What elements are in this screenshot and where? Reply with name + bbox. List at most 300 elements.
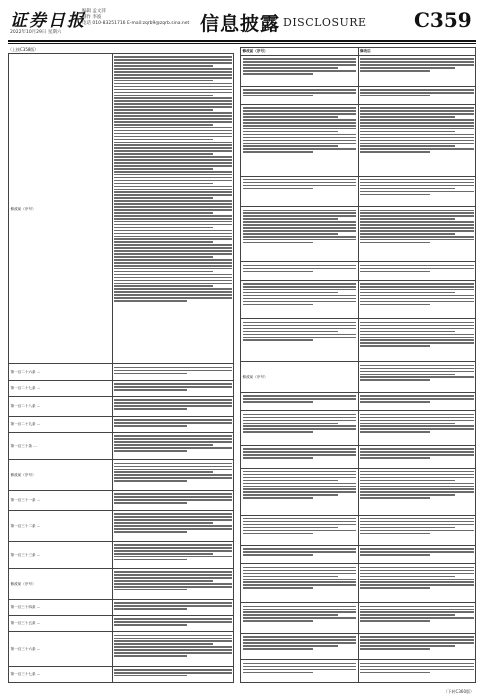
text-line	[114, 191, 232, 193]
text-line	[114, 586, 232, 588]
text-line	[114, 624, 187, 626]
text-line	[360, 236, 474, 238]
text-line	[114, 556, 232, 558]
article-label: 第一百二十九条 …	[9, 416, 113, 432]
text-line	[243, 92, 357, 94]
text-line	[114, 230, 232, 232]
text-line	[360, 191, 474, 193]
text-line	[114, 197, 213, 199]
text-line	[114, 203, 232, 205]
article-text	[112, 632, 234, 666]
masthead	[0, 0, 484, 44]
text-line	[360, 58, 474, 60]
text-line	[114, 528, 232, 530]
after-text	[358, 468, 476, 515]
text-block	[360, 471, 474, 499]
text-line	[360, 67, 455, 69]
before-text	[241, 546, 359, 564]
text-line	[243, 488, 357, 490]
text-line	[360, 292, 455, 294]
text-line	[114, 100, 232, 102]
text-line	[243, 527, 338, 529]
text-line	[360, 521, 474, 523]
text-line	[243, 58, 357, 60]
after-text	[358, 319, 476, 362]
text-line	[360, 110, 474, 112]
text-line	[243, 107, 357, 109]
text-line	[243, 339, 313, 341]
text-line	[114, 183, 213, 185]
text-line	[114, 244, 232, 246]
text-line	[114, 297, 232, 299]
text-line	[114, 159, 232, 161]
text-line	[243, 301, 357, 303]
text-line	[114, 589, 187, 591]
text-block	[243, 283, 357, 305]
text-line	[360, 239, 474, 241]
text-block	[360, 663, 474, 673]
contact-line: 电话 010-83251716 E-mail:zqrb9@zqrb.sina.net	[82, 21, 190, 26]
text-line	[360, 587, 430, 589]
text-block	[114, 383, 232, 390]
text-line	[360, 151, 430, 153]
table-row	[241, 56, 476, 87]
article-text	[112, 568, 234, 599]
text-line	[243, 227, 357, 229]
text-line	[114, 474, 232, 476]
text-line	[360, 215, 474, 217]
text-line	[360, 639, 474, 641]
text-line	[243, 521, 357, 523]
text-line	[360, 61, 474, 63]
after-text	[358, 262, 476, 280]
text-line	[114, 227, 213, 229]
text-line	[360, 617, 474, 619]
article-label: 第一百二十八条 …	[9, 396, 113, 416]
text-line	[243, 95, 313, 97]
text-line	[114, 425, 187, 427]
text-block	[360, 283, 474, 305]
right-column	[240, 47, 476, 683]
table-row	[241, 86, 476, 104]
before-text	[241, 104, 359, 176]
text-line	[114, 136, 232, 138]
text-line	[243, 210, 357, 212]
text-line	[114, 224, 232, 226]
after-text	[358, 207, 476, 262]
text-line	[114, 262, 232, 264]
text-line	[114, 177, 232, 179]
table-row	[241, 633, 476, 660]
text-line	[114, 450, 187, 452]
text-line	[114, 577, 232, 579]
producer-line: 制作 李波	[82, 15, 102, 20]
text-line	[114, 499, 232, 501]
text-line	[360, 448, 474, 450]
table-row	[9, 54, 234, 364]
text-line	[243, 570, 357, 572]
text-line	[114, 71, 232, 73]
article-label: 第一百三十七条 …	[9, 666, 113, 682]
text-line	[360, 233, 455, 235]
table-row	[241, 564, 476, 603]
text-line	[243, 224, 357, 226]
header-before: 修改前（序号）	[241, 48, 359, 56]
after-text	[358, 362, 476, 393]
table-row	[241, 468, 476, 515]
continuation-header: （上接C358版）	[8, 47, 39, 52]
text-line	[360, 339, 474, 341]
text-block	[243, 322, 357, 341]
text-line	[360, 457, 430, 459]
after-text	[358, 515, 476, 546]
text-line	[114, 162, 232, 164]
text-line	[243, 554, 313, 556]
text-line	[114, 250, 232, 252]
text-line	[243, 89, 357, 91]
text-block	[360, 58, 474, 71]
text-line	[114, 153, 213, 155]
text-line	[114, 139, 213, 141]
text-line	[243, 148, 357, 150]
text-line	[360, 334, 474, 336]
table-row	[9, 632, 234, 666]
text-line	[360, 70, 430, 72]
editor-credits	[82, 9, 189, 27]
text-line	[114, 247, 232, 249]
amendment-table-left	[8, 53, 234, 683]
text-line	[360, 551, 474, 553]
text-line	[360, 122, 474, 124]
text-line	[243, 611, 357, 613]
text-line	[243, 61, 357, 63]
table-row	[9, 568, 234, 599]
article-text	[112, 541, 234, 568]
text-block	[114, 669, 232, 676]
text-line	[114, 444, 213, 446]
text-line	[114, 408, 187, 410]
text-block	[360, 179, 474, 195]
text-block	[243, 567, 357, 589]
text-line	[114, 477, 232, 479]
text-line	[243, 617, 357, 619]
text-line	[360, 518, 474, 520]
article-label: 第一百三十五条 …	[9, 615, 113, 631]
text-line	[114, 109, 213, 111]
text-line	[360, 137, 474, 139]
text-line	[114, 399, 232, 401]
text-line	[114, 256, 213, 258]
text-line	[243, 483, 357, 485]
text-block	[114, 618, 232, 625]
text-line	[114, 186, 232, 188]
text-line	[360, 218, 455, 220]
text-block	[114, 493, 232, 503]
text-line	[114, 171, 232, 173]
text-line	[243, 642, 357, 644]
text-line	[114, 189, 232, 191]
text-line	[360, 454, 474, 456]
text-block	[114, 56, 232, 301]
text-line	[243, 423, 338, 425]
text-line	[360, 474, 474, 476]
text-line	[360, 527, 455, 529]
text-line	[243, 573, 357, 575]
text-line	[360, 620, 430, 622]
text-line	[243, 113, 357, 115]
before-text	[241, 176, 359, 207]
text-line	[243, 395, 357, 397]
page-number: C359	[414, 8, 472, 32]
text-line	[243, 581, 357, 583]
text-line	[243, 140, 357, 142]
text-line	[114, 144, 232, 146]
text-line	[114, 300, 187, 302]
table-row	[9, 380, 234, 396]
text-line	[243, 322, 357, 324]
text-line	[114, 92, 232, 94]
text-line	[360, 210, 474, 212]
article-text	[112, 364, 234, 380]
text-line	[243, 67, 338, 69]
text-line	[114, 112, 232, 114]
after-text	[358, 56, 476, 87]
text-line	[114, 389, 187, 391]
text-line	[243, 286, 357, 288]
text-line	[243, 110, 357, 112]
text-block	[243, 448, 357, 458]
text-line	[114, 544, 232, 546]
text-line	[114, 447, 232, 449]
text-line	[243, 334, 357, 336]
text-line	[114, 65, 213, 67]
text-line	[360, 283, 474, 285]
text-line	[114, 291, 232, 293]
text-line	[243, 242, 313, 244]
text-line	[360, 614, 455, 616]
text-line	[114, 580, 213, 582]
text-line	[243, 125, 357, 127]
text-line	[360, 374, 455, 376]
text-line	[243, 325, 357, 327]
article-text	[112, 460, 234, 491]
text-line	[243, 666, 357, 668]
text-line	[243, 524, 357, 526]
text-line	[360, 669, 474, 671]
text-line	[114, 652, 232, 654]
amendment-table-right	[240, 47, 476, 683]
left-column	[8, 47, 234, 683]
text-line	[114, 522, 213, 524]
text-line	[114, 422, 232, 424]
text-line	[114, 643, 213, 645]
text-line	[114, 174, 232, 176]
text-line	[243, 620, 313, 622]
text-line	[243, 182, 357, 184]
article-label: 第一百三十一条 …	[9, 491, 113, 511]
table-row	[9, 433, 234, 460]
text-block	[114, 513, 232, 532]
text-line	[114, 253, 232, 255]
text-line	[114, 56, 232, 58]
before-text	[241, 86, 359, 104]
table-row	[9, 666, 234, 682]
text-line	[360, 379, 430, 381]
after-text	[358, 393, 476, 411]
table-row	[241, 104, 476, 176]
text-line	[243, 188, 313, 190]
text-line	[243, 218, 338, 220]
text-line	[243, 239, 357, 241]
text-line	[243, 428, 357, 430]
text-line	[243, 151, 313, 153]
text-line	[114, 547, 232, 549]
table-row	[9, 541, 234, 568]
text-line	[360, 477, 474, 479]
text-line	[243, 116, 338, 118]
text-line	[114, 80, 213, 82]
text-line	[360, 581, 474, 583]
text-line	[360, 579, 474, 581]
text-line	[243, 283, 357, 285]
text-block	[243, 89, 357, 96]
after-text	[358, 564, 476, 603]
text-line	[360, 289, 474, 291]
table-row	[9, 416, 234, 432]
text-line	[243, 471, 357, 473]
text-line	[114, 86, 232, 88]
text-line	[360, 89, 474, 91]
article-label: 第一百三十条 …	[9, 433, 113, 460]
text-line	[243, 73, 313, 75]
text-line	[114, 280, 232, 282]
article-label: 第一百三十四条 …	[9, 599, 113, 615]
text-line	[243, 143, 357, 145]
text-block	[114, 544, 232, 560]
text-line	[360, 119, 474, 121]
text-line	[243, 548, 357, 550]
text-line	[243, 457, 313, 459]
text-line	[360, 212, 474, 214]
article-text	[112, 380, 234, 396]
text-line	[114, 469, 232, 471]
text-line	[360, 221, 474, 223]
text-line	[114, 206, 232, 208]
text-line	[360, 414, 474, 416]
text-line	[114, 127, 232, 129]
text-line	[360, 417, 474, 419]
text-line	[114, 602, 232, 604]
text-line	[114, 121, 232, 123]
text-block	[114, 463, 232, 482]
text-line	[360, 395, 474, 397]
text-line	[360, 570, 474, 572]
article-label: 修改前（序号）	[9, 568, 113, 599]
text-line	[114, 466, 232, 468]
text-line	[360, 401, 430, 403]
text-line	[243, 486, 357, 488]
text-line	[114, 496, 232, 498]
text-line	[360, 567, 474, 569]
text-line	[360, 611, 474, 613]
text-line	[243, 669, 357, 671]
text-block	[243, 414, 357, 433]
text-line	[114, 402, 232, 404]
text-line	[243, 233, 338, 235]
text-line	[114, 438, 232, 440]
text-line	[360, 345, 430, 347]
text-line	[360, 107, 474, 109]
text-line	[114, 605, 232, 607]
text-line	[114, 553, 213, 555]
text-line	[243, 398, 357, 400]
text-line	[243, 425, 357, 427]
text-line	[114, 68, 232, 70]
article-label: 第一百三十六条 …	[9, 632, 113, 666]
text-line	[243, 128, 357, 130]
text-block	[114, 419, 232, 426]
text-line	[360, 304, 430, 306]
text-line	[114, 370, 232, 372]
text-line	[360, 573, 474, 575]
text-line	[360, 494, 455, 496]
text-line	[243, 584, 357, 586]
text-line	[114, 288, 232, 290]
text-line	[114, 367, 232, 369]
text-line	[360, 131, 455, 133]
before-text	[241, 207, 359, 262]
text-line	[114, 471, 213, 473]
text-line	[360, 128, 474, 130]
text-line	[114, 209, 232, 211]
text-line	[243, 530, 357, 532]
text-line	[243, 265, 357, 267]
text-line	[360, 491, 474, 493]
text-line	[114, 531, 187, 533]
text-block	[243, 58, 357, 74]
text-line	[114, 386, 232, 388]
text-line	[114, 618, 232, 620]
table-row	[241, 362, 476, 393]
table-row	[9, 599, 234, 615]
text-line	[243, 420, 357, 422]
text-line	[114, 97, 232, 99]
text-line	[360, 242, 430, 244]
table-header-row	[241, 48, 476, 56]
text-line	[114, 168, 213, 170]
text-line	[360, 179, 474, 181]
text-line	[114, 115, 232, 117]
text-block	[360, 567, 474, 589]
text-line	[243, 295, 357, 297]
text-line	[243, 609, 357, 611]
table-row	[241, 446, 476, 468]
after-text	[358, 633, 476, 660]
continued-footer: （下转C360版）	[443, 689, 474, 694]
after-text	[358, 86, 476, 104]
text-line	[114, 405, 232, 407]
text-line	[114, 274, 232, 276]
text-line	[360, 113, 474, 115]
text-block	[243, 395, 357, 402]
text-line	[243, 518, 357, 520]
text-line	[243, 236, 357, 238]
text-line	[360, 286, 474, 288]
before-text	[241, 280, 359, 319]
text-line	[360, 185, 474, 187]
text-line	[114, 147, 232, 149]
text-line	[243, 401, 313, 403]
